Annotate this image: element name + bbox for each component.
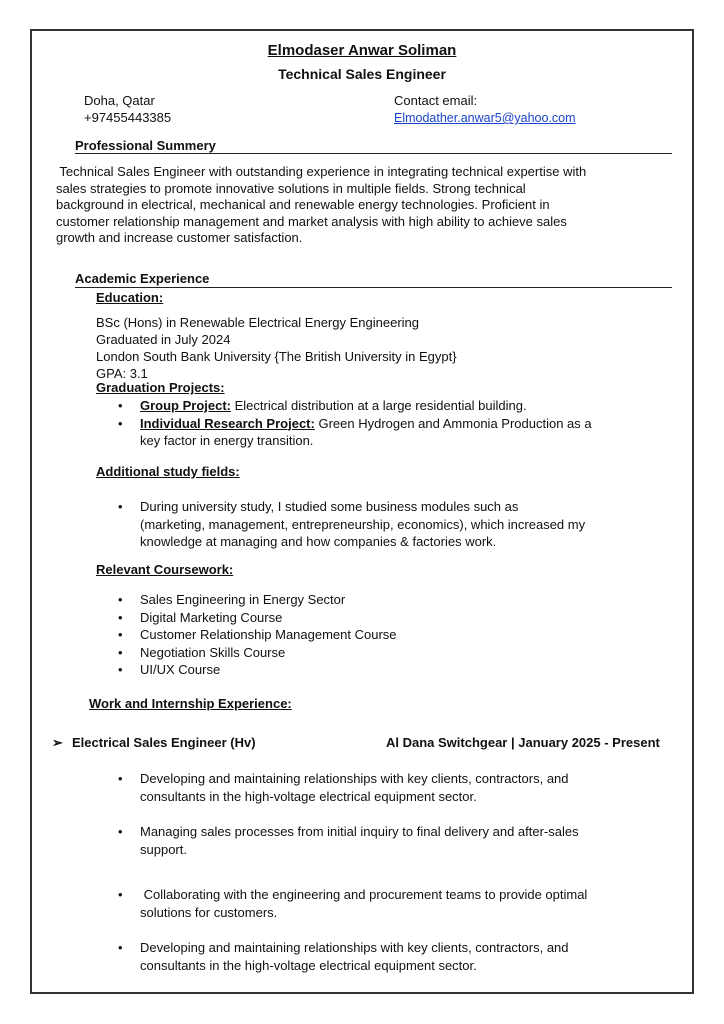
list-item: • Managing sales processes from initial inquiry to final delivery and after-sales support.	[118, 824, 579, 857]
summary-rule	[75, 153, 672, 154]
list-item: • Customer Relationship Management Course	[118, 627, 397, 642]
work-title: Work and Internship Experience:	[89, 696, 292, 711]
study-title: Additional study fields:	[96, 464, 240, 479]
phone: +97455443385	[84, 110, 172, 125]
location: Doha, Qatar	[84, 93, 155, 108]
summary-text: Technical Sales Engineer with outstanding experience in integrating technical expertise with sales strategies to promote innovative solutions in multiple fields. Strong technical background in electrical, mechanical and renewable energy technologies. Proficient in customer relationship management and market analysis with high ability to achieve sales growth and increase customer satisfaction.	[56, 164, 587, 245]
list-item: • UI/UX Course	[118, 662, 221, 677]
projects-list	[118, 397, 592, 450]
email-link[interactable]: Elmodather.anwar5@yahoo.com	[394, 111, 576, 125]
job-company-date: Al Dana Switchgear | January 2025 - Present	[386, 735, 660, 750]
coursework-list	[118, 591, 397, 679]
education-title: Education:	[96, 290, 164, 305]
education-details: BSc (Hons) in Renewable Electrical Energy Engineering Graduated in July 2024 London South Bank University {The British University in Egypt} GPA: 3.1	[96, 315, 457, 381]
coursework-title: Relevant Coursework:	[96, 562, 234, 577]
study-list	[118, 498, 586, 551]
job-arrow-icon: ➢	[52, 735, 63, 750]
projects-title: Graduation Projects:	[96, 380, 225, 395]
list-item: • Group Project: Electrical distribution at a large residential building.	[118, 398, 527, 413]
list-item: • Individual Research Project: Green Hydrogen and Ammonia Production as a key factor in energy transition.	[118, 415, 592, 448]
summary-title: Professional Summery	[75, 138, 216, 153]
list-item: • Sales Engineering in Energy Sector	[118, 592, 346, 607]
list-item: • Digital Marketing Course	[118, 609, 283, 625]
list-item: • Collaborating with the engineering and procurement teams to provide optimal solutions for customers.	[118, 887, 588, 920]
list-item: • During university study, I studied some business modules such as (marketing, management, entrepreneurship, economics), which increased my knowledge at managing and how companies & factories work.	[118, 499, 586, 549]
job-bullets	[118, 770, 588, 974]
list-item: • Negotiation Skills Course	[118, 644, 286, 660]
candidate-name: Elmodaser Anwar Soliman	[267, 42, 457, 59]
list-item: • Developing and maintaining relationships with key clients, contractors, and consultants in the high-voltage electrical equipment sector.	[118, 940, 569, 973]
academic-title: Academic Experience	[75, 271, 210, 286]
contact-label: Contact email:	[394, 93, 478, 108]
job-position: Electrical Sales Engineer (Hv)	[72, 735, 256, 750]
academic-rule	[75, 287, 672, 288]
job-role: Technical Sales Engineer	[278, 66, 446, 82]
list-item: • Developing and maintaining relationships with key clients, contractors, and consultants in the high-voltage electrical equipment sector.	[118, 771, 569, 804]
